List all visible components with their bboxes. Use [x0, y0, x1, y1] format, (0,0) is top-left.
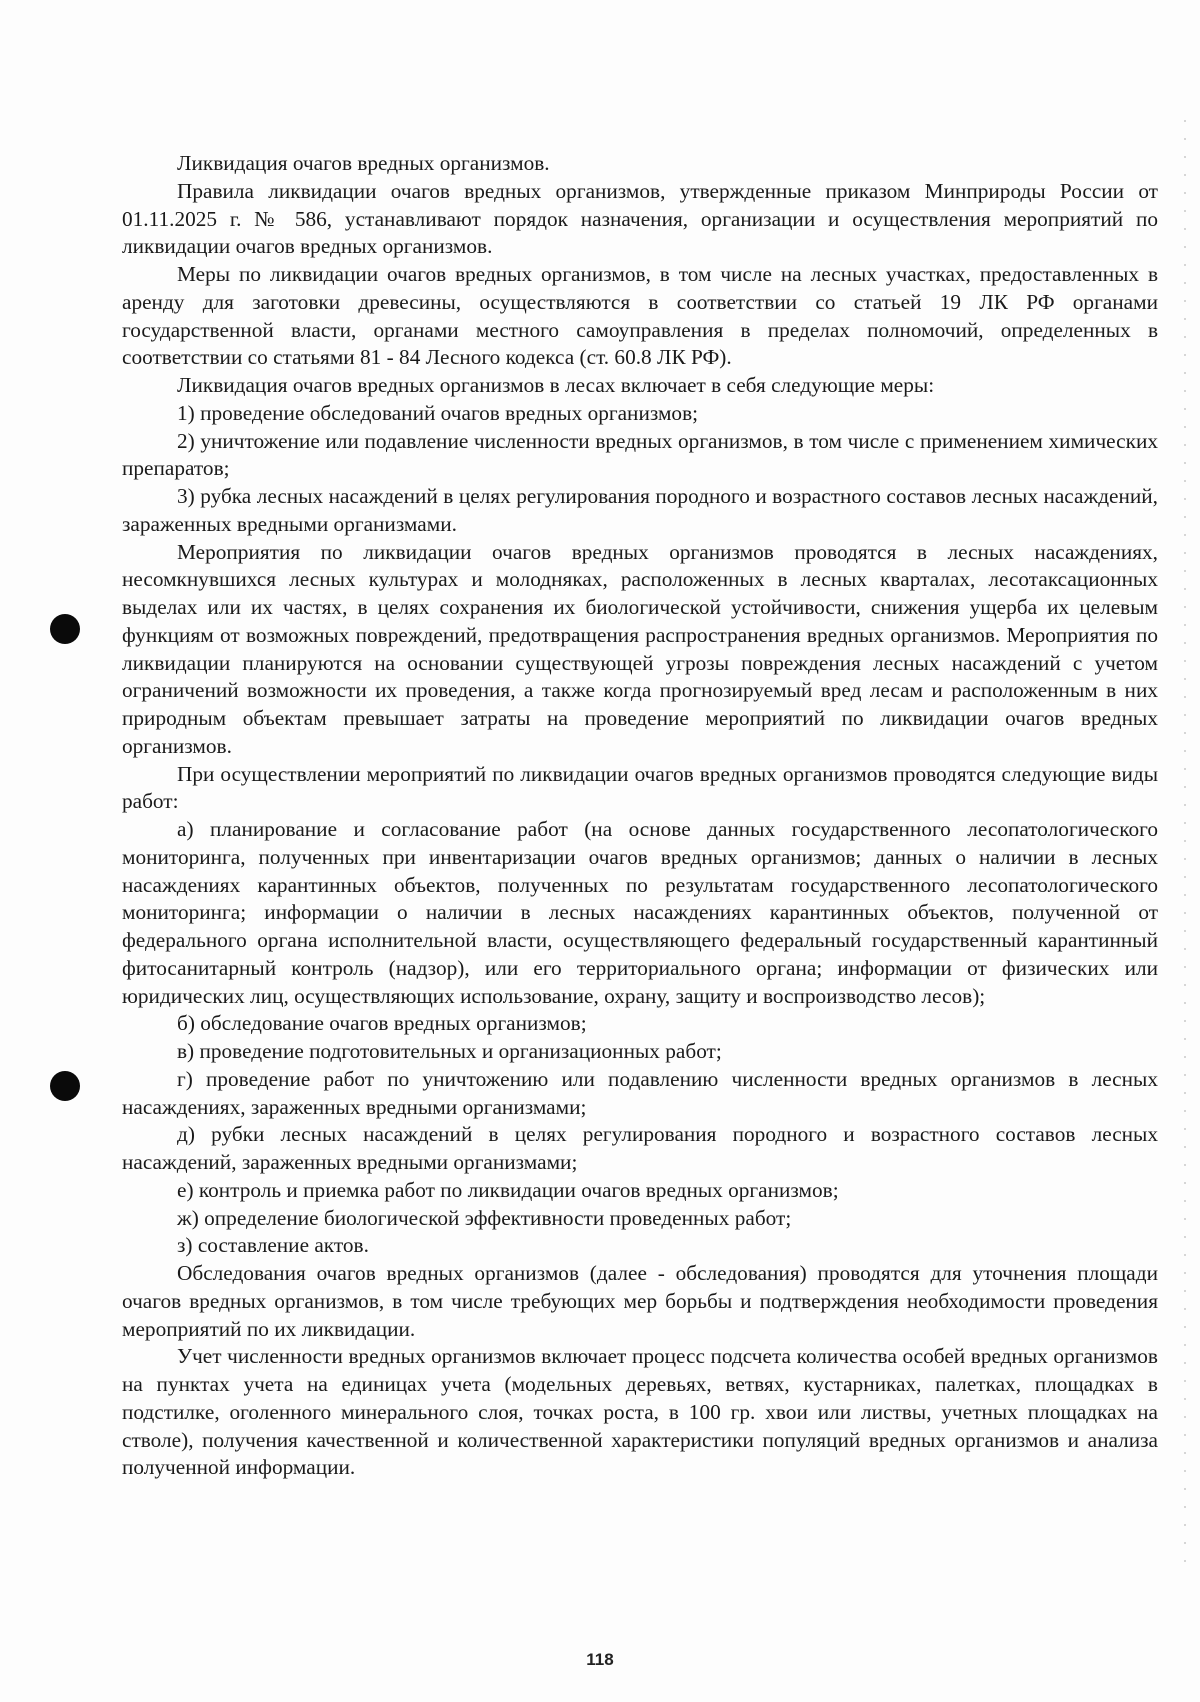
punch-hole-icon: [50, 614, 80, 644]
list-item: 3) рубка лесных насаждений в целях регулирования породного и возрастного составов лесных насаждений, зараженных вредными организмами.: [122, 484, 1158, 536]
list-item: е) контроль и приемка работ по ликвидации очагов вредных организмов;: [177, 1177, 839, 1202]
list-item: в) проведение подготовительных и организационных работ;: [177, 1039, 722, 1063]
list-item: г) проведение работ по уничтожению или подавлению численности вредных организмов в лесных насаждениях, зараженных вредными организмами;: [122, 1066, 1158, 1119]
paragraph: Правила ликвидации очагов вредных организмов, утвержденные приказом Минприроды России от 01.11.2025 г. № 586, устанавливают порядок назначения, организации и осуществления мероприятий по ликвидации очагов вредных организмов.: [122, 178, 1158, 259]
list-item: д) рубки лесных насаждений в целях регулирования породного и возрастного составов лесных насаждений, зараженных вредными организмами;: [122, 1122, 1158, 1174]
scan-edge-noise: [1184, 120, 1186, 1570]
paragraph: Обследования очагов вредных организмов (далее - обследования) проводятся для уточнения площади очагов вредных организмов, в том числе требующих мер борьбы и подтверждения необходимости проведения мероприятий по их ликвидации.: [122, 1261, 1158, 1341]
paragraph: Мероприятия по ликвидации очагов вредных организмов проводятся в лесных насаждениях, несомкнувшихся лесных культурах и молодняках, расположенных в лесных кварталах, лесотаксационных выделах или их частях, в целях сохранения их биологической устойчивости, снижения ущерба их целевым функциям от возможных повреждений, предотвращения распространения вредных организмов. Мероприятия по ликвидации планируются на основании существующей угрозы повреждения лесных насаждений с учетом ограничений возможности их проведения, а также когда прогнозируемый вред лесам и расположенным в них природным объектам превышает затраты на проведение мероприятий по ликвидации очагов вредных организмов.: [122, 539, 1158, 758]
list-item: ж) определение биологической эффективности проведенных работ;: [177, 1205, 792, 1230]
list-item: б) обследование очагов вредных организмов;: [177, 1011, 587, 1036]
section-heading: Ликвидация очагов вредных организмов.: [177, 151, 550, 175]
paragraph: Ликвидация очагов вредных организмов в лесах включает в себя следующие меры:: [177, 373, 935, 397]
paragraph: Меры по ликвидации очагов вредных организмов, в том числе на лесных участках, предоставленных в аренду для заготовки древесины, осуществляются в соответствии со статьей 19 ЛК РФ органами государственной власти, органами местного самоуправления в пределах полномочий, определенных в соответствии со статьями 81 - 84 Лесного кодекса (ст. 60.8 ЛК РФ).: [122, 262, 1158, 370]
list-item: 1) проведение обследований очагов вредных организмов;: [177, 400, 699, 425]
list-item: 2) уничтожение или подавление численности вредных организмов, в том числе с применением химических препаратов;: [122, 428, 1158, 481]
page-number: 118: [586, 1650, 614, 1669]
list-item: з) составление актов.: [177, 1233, 369, 1258]
document-body: [122, 150, 1158, 1482]
paragraph: Учет численности вредных организмов включает процесс подсчета количества особей вредных организмов на пунктах учета на единицах учета (модельных деревьях, ветвях, кустарниках, палетках, площадках в подстилке, оголенного минерального слоя, точках роста, в 100 гр. хвои или листвы, учетных площадках на стволе), получения качественной и количественной характеристики популяций вредных организмов и анализа полученной информации.: [122, 1344, 1158, 1480]
paragraph: При осуществлении мероприятий по ликвидации очагов вредных организмов проводятся следующие виды работ:: [122, 761, 1158, 814]
punch-hole-icon: [50, 1071, 80, 1101]
list-item: а) планирование и согласование работ (на основе данных государственного лесопатологического мониторинга, полученных при инвентаризации очагов вредных организмов; данных о наличии в лесных насаждениях карантинных объектов, полученных по результатам государственного лесопатологического мониторинга; информации о наличии в лесных насаждениях карантинных объектов, полученной от федерального органа исполнительной власти, осуществляющего федеральный государственный карантинный фитосанитарный контроль (надзор), или его территориального органа; информации от физических или юридических лиц, осуществляющих использование, охрану, защиту и воспроизводство лесов);: [122, 817, 1158, 1008]
